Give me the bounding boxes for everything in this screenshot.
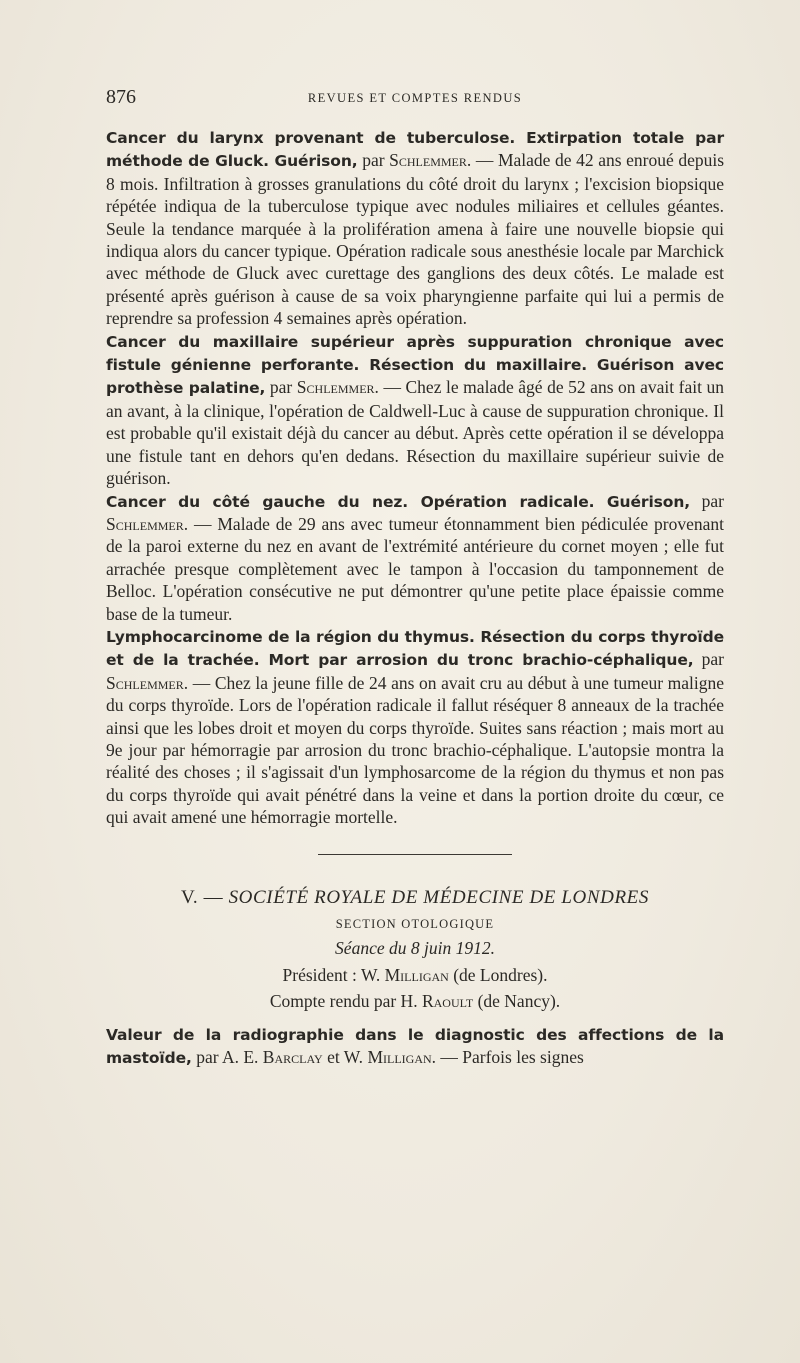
- entry-author: Schlemmer.: [106, 672, 189, 693]
- president-prefix: Président : W.: [282, 964, 381, 985]
- section-dash: —: [203, 886, 224, 908]
- president-suffix: (de Londres).: [453, 964, 548, 985]
- entry-text: — Malade de 42 ans enroué depuis 8 mois. Infiltration à grosses granulations du côté droit du larynx ; l'excision biopsique répétée indiqua de la tuberculose typique avec nodules miliaires et cellules géantes. Seule la tendance marquée à la prolifération amena à faire une nouvelle biopsie qui indiqua alors du cancer typique. Opération radicale sous anesthésie locale par Marchick avec méthode de Gluck avec curettage des ganglions des deux côtés. Le malade est présenté après guérison à cause de sa voix pharyngienne parfaite qui lui a permis de reprendre sa profession 4 semaines après opération.: [106, 150, 725, 329]
- entry-title: Cancer du larynx provenant de tuberculose. Extirpation totale par méthode de Gluck. Guérison,: [106, 129, 724, 171]
- section-title: SOCIÉTÉ ROYALE DE MÉDECINE DE LONDRES: [228, 886, 649, 908]
- entry-by: par: [701, 649, 724, 670]
- section-numeral: V.: [181, 886, 199, 908]
- page-header: [106, 86, 724, 112]
- entry-paragraph: [106, 490, 724, 625]
- entry-text: — Chez la jeune fille de 24 ans on avait cru au début à une tumeur maligne du corps thyroïde. Lors de l'opération radicale il fallut réséquer 8 anneaux de la trachée ainsi que les lobes droit et moyen du corps thyroïde. Suites sans réaction ; mais mort au 9e jour par hémorragie par arrosion du tronc brachio-céphalique. L'autopsie montra la réalité des choses ; il s'agissait d'un lymphosarcome de la région du thymus et non pas du corps thyroïde qui avait pénétré dans la veine et dans la portion droite du cœur, ce qui avait amené une hémorragie mortelle.: [106, 672, 725, 828]
- entry-by: par: [269, 377, 293, 398]
- section-divider: [318, 854, 512, 855]
- entry-by: par A. E.: [196, 1047, 259, 1068]
- entry-author: Milligan.: [367, 1047, 437, 1068]
- entry-paragraph: [106, 1023, 724, 1070]
- entry-text: — Parfois les signes: [440, 1047, 584, 1068]
- entry-text: — Chez le malade âgé de 52 ans on avait fait un an avant, à la clinique, l'opération de Caldwell-Luc à cause de suppuration chronique. Il est probable qu'il existait déjà du cancer au début. Après cette opération il se développa une fistule tant en dehors qu'en dedans. Résection du maxillaire supérieur suivie de guérison.: [106, 377, 725, 489]
- entry-title: Cancer du maxillaire supérieur après suppuration chronique avec fistule génienne perforante. Résection du maxillaire. Guérison avec prothèse palatine,: [106, 332, 724, 398]
- president-line: [106, 964, 724, 986]
- section-heading: [106, 887, 724, 909]
- report-line: [106, 990, 724, 1012]
- section-subtitle: SECTION OTOLOGIQUE: [335, 917, 495, 931]
- entry-text: — Malade de 29 ans avec tumeur étonnamment bien pédiculée provenant de la paroi externe du nez en avant de l'extrémité antérieure du cornet moyen ; elle fut arrachée presque complètement avec le tampon à l'occasion du tamponnement de Belloc. L'opération consécutive ne put démontrer qu'une petite place épaissie comme base de la tumeur.: [106, 513, 725, 624]
- entry-author: Barclay: [262, 1047, 323, 1068]
- report-suffix: (de Nancy).: [477, 991, 561, 1012]
- running-head: REVUES ET COMPTES RENDUS: [307, 91, 523, 105]
- entry-by: par: [701, 490, 724, 511]
- entry-paragraph: [106, 126, 724, 330]
- report-name: Raoult: [421, 991, 474, 1012]
- session-date: Séance du 8 juin 1912.: [335, 938, 495, 959]
- entry-title: Lymphocarcinome de la région du thymus. Résection du corps thyroïde et de la trachée. Mort par arrosion du tronc brachio-céphalique,: [106, 627, 724, 670]
- page-content: [106, 126, 724, 1069]
- entry-author: Schlemmer.: [106, 513, 189, 534]
- president-name: Milligan: [384, 964, 449, 985]
- entry-title: Valeur de la radiographie dans le diagnostic des affections de la mastoïde,: [106, 1025, 724, 1068]
- entry-paragraph: [106, 330, 724, 490]
- page-number: 876: [106, 86, 136, 108]
- entry-author: Schlemmer.: [389, 150, 472, 171]
- entry-title: Cancer du côté gauche du nez. Opération radicale. Guérison,: [106, 492, 691, 511]
- entry-paragraph: [106, 625, 724, 829]
- entry-by: par: [362, 150, 385, 171]
- report-prefix: Compte rendu par H.: [269, 991, 418, 1012]
- entry-conjunction: et W.: [327, 1047, 364, 1068]
- entry-author: Schlemmer.: [296, 377, 379, 398]
